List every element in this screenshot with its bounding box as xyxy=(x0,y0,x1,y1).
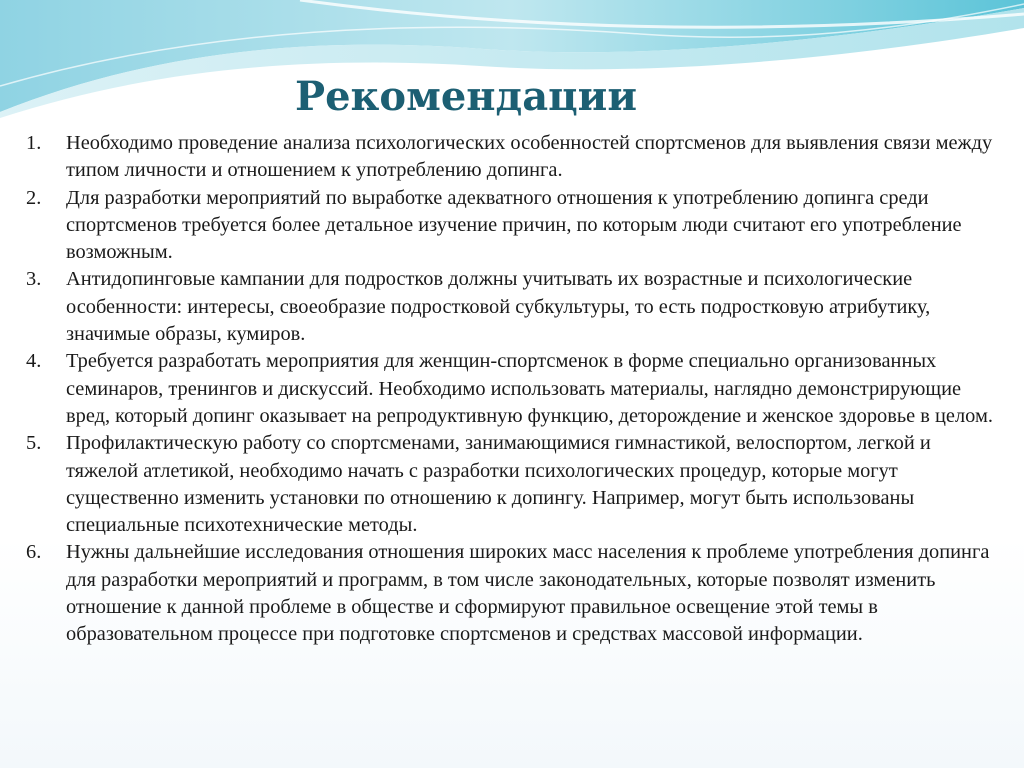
item-number: 5. xyxy=(26,432,42,455)
list-item xyxy=(0,430,1024,539)
slide-title: Рекомендации xyxy=(294,73,638,120)
list-item xyxy=(0,266,1024,348)
list-item xyxy=(0,348,1024,430)
item-text: Антидопинговые кампании для подростков должны учитывать их возрастные и психологические особенности: интересы, своеобразие подростковой субкультуры, то есть подростковую атрибутику, значимые образы, кумиров. xyxy=(66,268,931,346)
item-text: Требуется разработать мероприятия для женщин-спортсменок в форме специально организованных семинаров, тренингов и дискуссий. Необходимо использовать материалы, наглядно демонстрирующие вред, который допинг оказывает на репродуктивную функцию, деторождение и женское здоровье в целом. xyxy=(66,350,993,427)
item-text: Для разработки мероприятий по выработке адекватного отношения к употреблению допинга среди спортсменов требуется более детальное изучение причин, по которым люди считают его употребление возможным. xyxy=(66,186,962,264)
item-text: Необходимо проведение анализа психологических особенностей спортсменов для выявления связи между типом личности и отношением к употреблению допинга. xyxy=(66,132,993,182)
item-number: 3. xyxy=(26,268,42,291)
item-text: Нужны дальнейшие исследования отношения широких масс населения к проблеме употребления допинга для разработки мероприятий и программ, в том числе законодательных, которые позволят изменить отношение к данной проблеме в обществе и сформируют правильное освещение этой темы в образовательном процессе при подготовке спортсменов и средствах массовой информации. xyxy=(66,541,990,646)
item-number: 4. xyxy=(26,350,42,373)
list-item xyxy=(0,130,1024,185)
item-number: 6. xyxy=(26,541,42,564)
item-number: 2. xyxy=(26,186,42,209)
list-item xyxy=(0,539,1024,648)
item-number: 1. xyxy=(26,132,42,154)
item-text: Профилактическую работу со спортсменами, занимающимися гимнастикой, велоспортом, легкой и тяжелой атлетикой, необходимо начать с разработки психологических процедур, которые могут существенно изменить установки по отношению к допингу. Например, могут быть использованы специальные психотехнические методы. xyxy=(66,432,931,537)
list-item xyxy=(0,185,1024,267)
recommendations-list xyxy=(0,130,1024,649)
